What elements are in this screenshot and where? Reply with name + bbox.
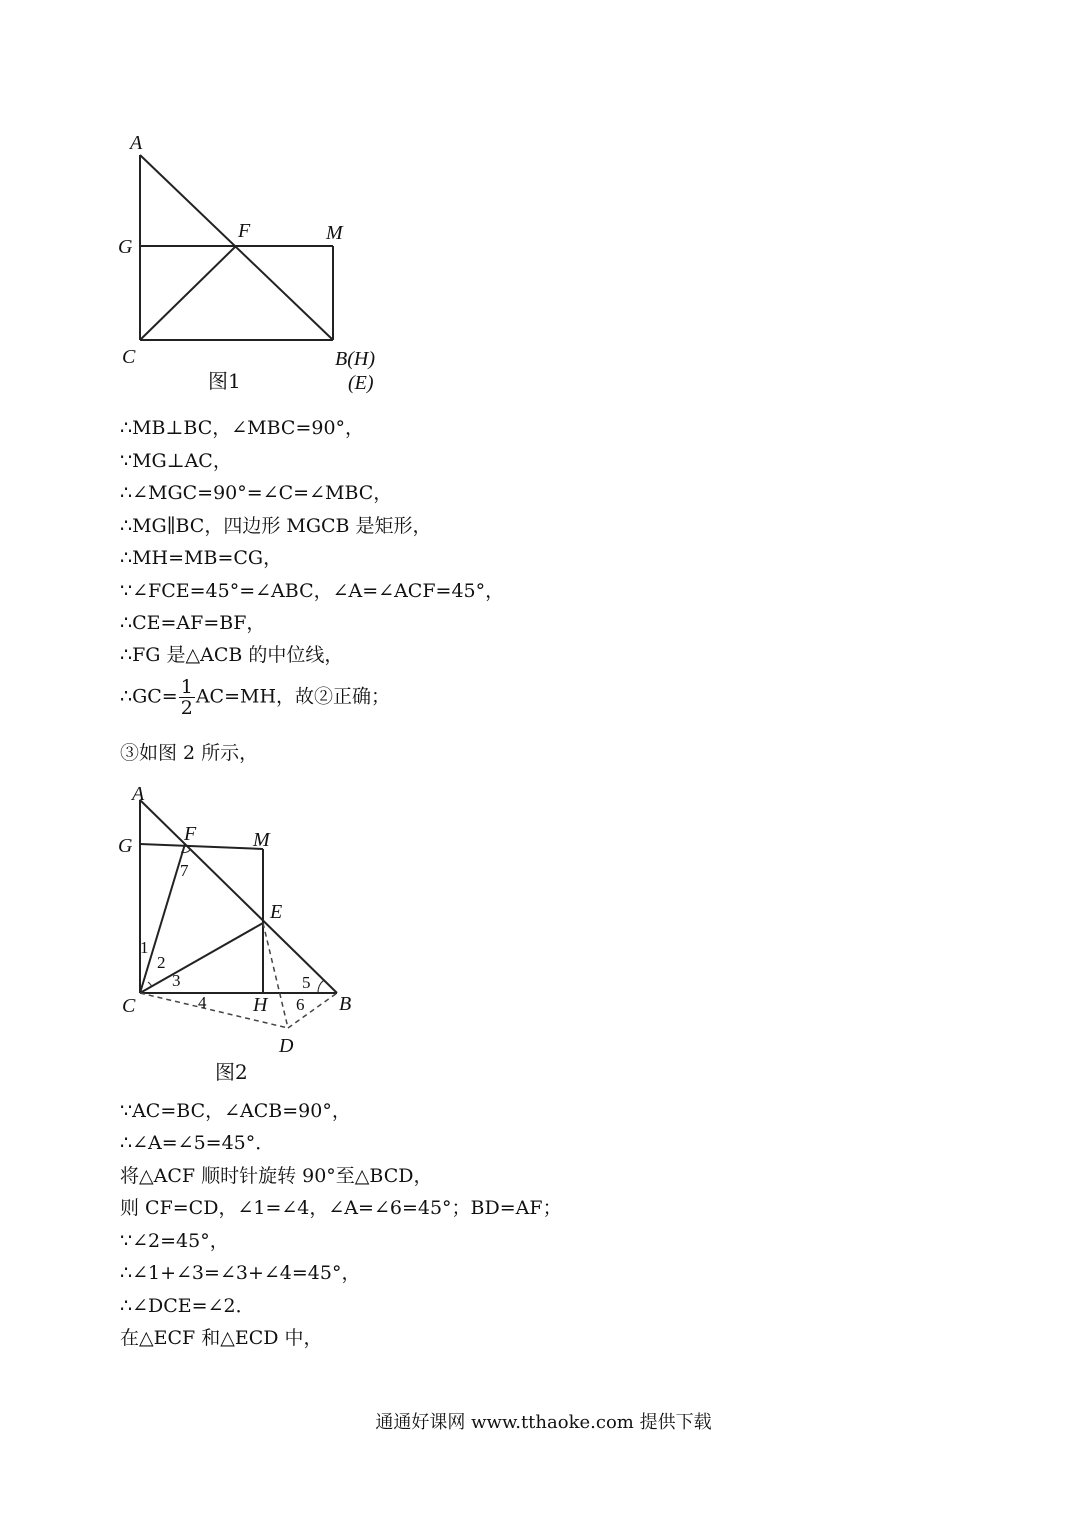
angle-number-5: 5	[302, 973, 311, 992]
text-line: ∴MH=MB=CG，	[120, 547, 283, 569]
fraction-denominator: 2	[180, 697, 193, 719]
text-line: ∴CE=AF=BF，	[120, 612, 266, 634]
segment-GM	[140, 844, 263, 849]
label-G: G	[118, 236, 133, 258]
label-C: C	[122, 995, 136, 1017]
angle-mark-5	[318, 980, 324, 993]
label-H: H	[253, 994, 268, 1016]
text-line: ∵∠2=45°，	[120, 1230, 229, 1252]
fraction-prefix: ∴GC=	[120, 685, 178, 708]
label-C: C	[122, 346, 136, 368]
text-line: ∴FG 是△ACB 的中位线，	[120, 644, 344, 666]
text-line: ∴∠1+∠3=∠3+∠4=45°，	[120, 1262, 361, 1284]
fraction-numerator: 1	[180, 676, 193, 698]
fraction-line	[120, 677, 390, 718]
text-line: ∵∠FCE=45°=∠ABC，∠A=∠ACF=45°，	[120, 580, 505, 602]
label-E: E	[270, 901, 283, 923]
text-line: 则 CF=CD，∠1=∠4，∠A=∠6=45°；BD=AF；	[120, 1197, 562, 1219]
figure-2	[110, 780, 370, 1085]
label-E: (E)	[348, 372, 374, 394]
label-A: A	[132, 783, 145, 805]
label-B: B	[339, 993, 352, 1015]
text-line: ∴∠MGC=90°=∠C=∠MBC，	[120, 482, 393, 504]
text-line: ∴MB⊥BC，∠MBC=90°，	[120, 417, 365, 439]
label-G: G	[118, 835, 133, 857]
text-line: ③如图 2 所示，	[120, 742, 259, 764]
label-A: A	[130, 132, 143, 154]
label-B-H: B(H)	[335, 348, 375, 370]
label-M: M	[253, 829, 270, 851]
label-D: D	[279, 1035, 294, 1057]
label-F: F	[238, 220, 251, 242]
text-line: ∴∠A=∠5=45°．	[120, 1132, 275, 1154]
figure-2-diagram	[110, 780, 370, 1085]
text-line: 在△ECF 和△ECD 中，	[120, 1327, 323, 1349]
segment-CF	[140, 246, 236, 340]
fraction-one-half	[179, 677, 195, 718]
angle-number-3: 3	[172, 971, 181, 990]
label-F: F	[184, 823, 197, 845]
angle-number-1: 1	[140, 938, 149, 957]
text-line: ∵AC=BC，∠ACB=90°，	[120, 1100, 351, 1122]
figure-1-caption: 图1	[208, 369, 241, 393]
angle-number-2: 2	[157, 953, 166, 972]
figure-1	[110, 125, 400, 400]
label-M: M	[326, 222, 343, 244]
text-line: 将△ACF 顺时针旋转 90°至△BCD，	[120, 1165, 433, 1187]
figure-2-caption: 图2	[215, 1060, 248, 1084]
angle-number-4: 4	[198, 993, 207, 1012]
footer-source-text: 通通好课网 www.tthaoke.com 提供下载	[375, 1412, 712, 1433]
angle-number-6: 6	[296, 995, 305, 1014]
fraction-suffix: AC=MH，故②正确；	[195, 685, 391, 708]
angle-number-7: 7	[180, 861, 189, 880]
text-line: ∵MG⊥AC，	[120, 450, 232, 472]
text-line: ∴MG∥BC，四边形 MGCB 是矩形，	[120, 515, 432, 537]
figure-1-diagram	[110, 125, 400, 400]
text-line: ∴∠DCE=∠2．	[120, 1295, 255, 1317]
